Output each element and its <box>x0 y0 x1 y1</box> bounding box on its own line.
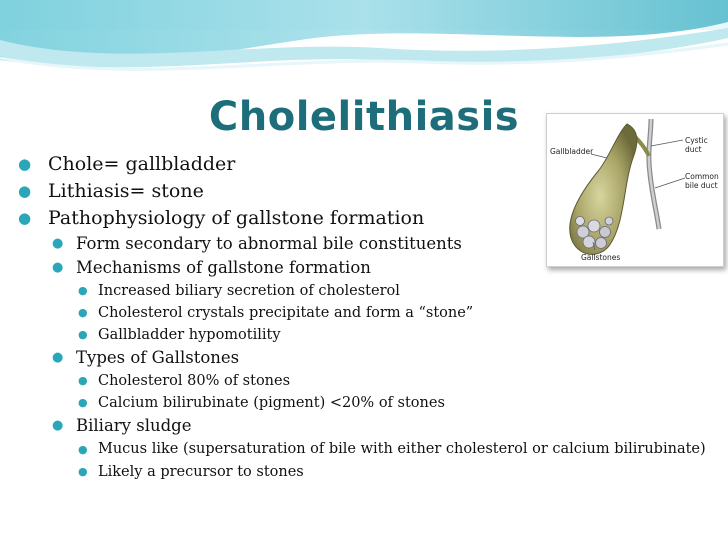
list-item: ● Cholesterol crystals precipitate and form a “stone” <box>16 302 716 324</box>
header-wave-decoration <box>0 0 728 90</box>
cystic-duct-label: Cystic duct <box>685 136 708 154</box>
slide-title: Cholelithiasis <box>208 94 520 140</box>
bullet-dot-icon: ● <box>78 306 88 319</box>
bullet-dot-icon: ● <box>78 284 88 297</box>
list-item: ● Form secondary to abnormal bile constituents <box>16 232 716 256</box>
bullet-dot-icon: ● <box>18 155 32 173</box>
list-item: ● Mucus like (supersaturation of bile with either cholesterol or calcium bilirubinate) <box>78 441 706 457</box>
list-item: ● Increased biliary secretion of cholesterol <box>16 280 716 302</box>
gallbladder-figure <box>546 113 724 267</box>
list-item: ● Mechanisms of gallstone formation <box>16 256 716 280</box>
bullet-dot-icon: ● <box>52 260 64 275</box>
list-item: ● Cholesterol 80% of stones <box>16 370 716 392</box>
list-item: ● Types of Gallstones <box>16 346 716 370</box>
common-bile-duct-label: Common bile duct <box>685 172 719 190</box>
bullet-dot-icon: ● <box>78 328 88 341</box>
bullet-dot-icon: ● <box>52 418 64 433</box>
bullet-dot-icon: ● <box>18 209 32 227</box>
list-item: ● Gallbladder hypomotility <box>16 324 716 346</box>
list-item: ● Lithiasis= stone <box>16 178 716 205</box>
bullet-dot-icon: ● <box>52 236 64 251</box>
list-item: ● Biliary sludge <box>16 414 716 438</box>
bullet-dot-icon: ● <box>52 350 64 365</box>
list-item: ● Calcium bilirubinate (pigment) <20% of stones <box>16 392 716 414</box>
bullet-dot-icon: ● <box>78 396 88 409</box>
list-item: ● Chole= gallbladder <box>16 151 716 178</box>
bullet-dot-icon: ● <box>78 465 88 478</box>
gallstones-label: Gallstones <box>581 253 621 262</box>
bullet-dot-icon: ● <box>78 443 88 456</box>
bullet-dot-icon: ● <box>18 182 32 200</box>
gallbladder-label: Gallbladder <box>550 147 594 156</box>
list-item: ● Pathophysiology of gallstone formation <box>16 205 716 232</box>
bullet-dot-icon: ● <box>78 374 88 387</box>
list-item: ● Likely a precursor to stones <box>16 461 716 483</box>
